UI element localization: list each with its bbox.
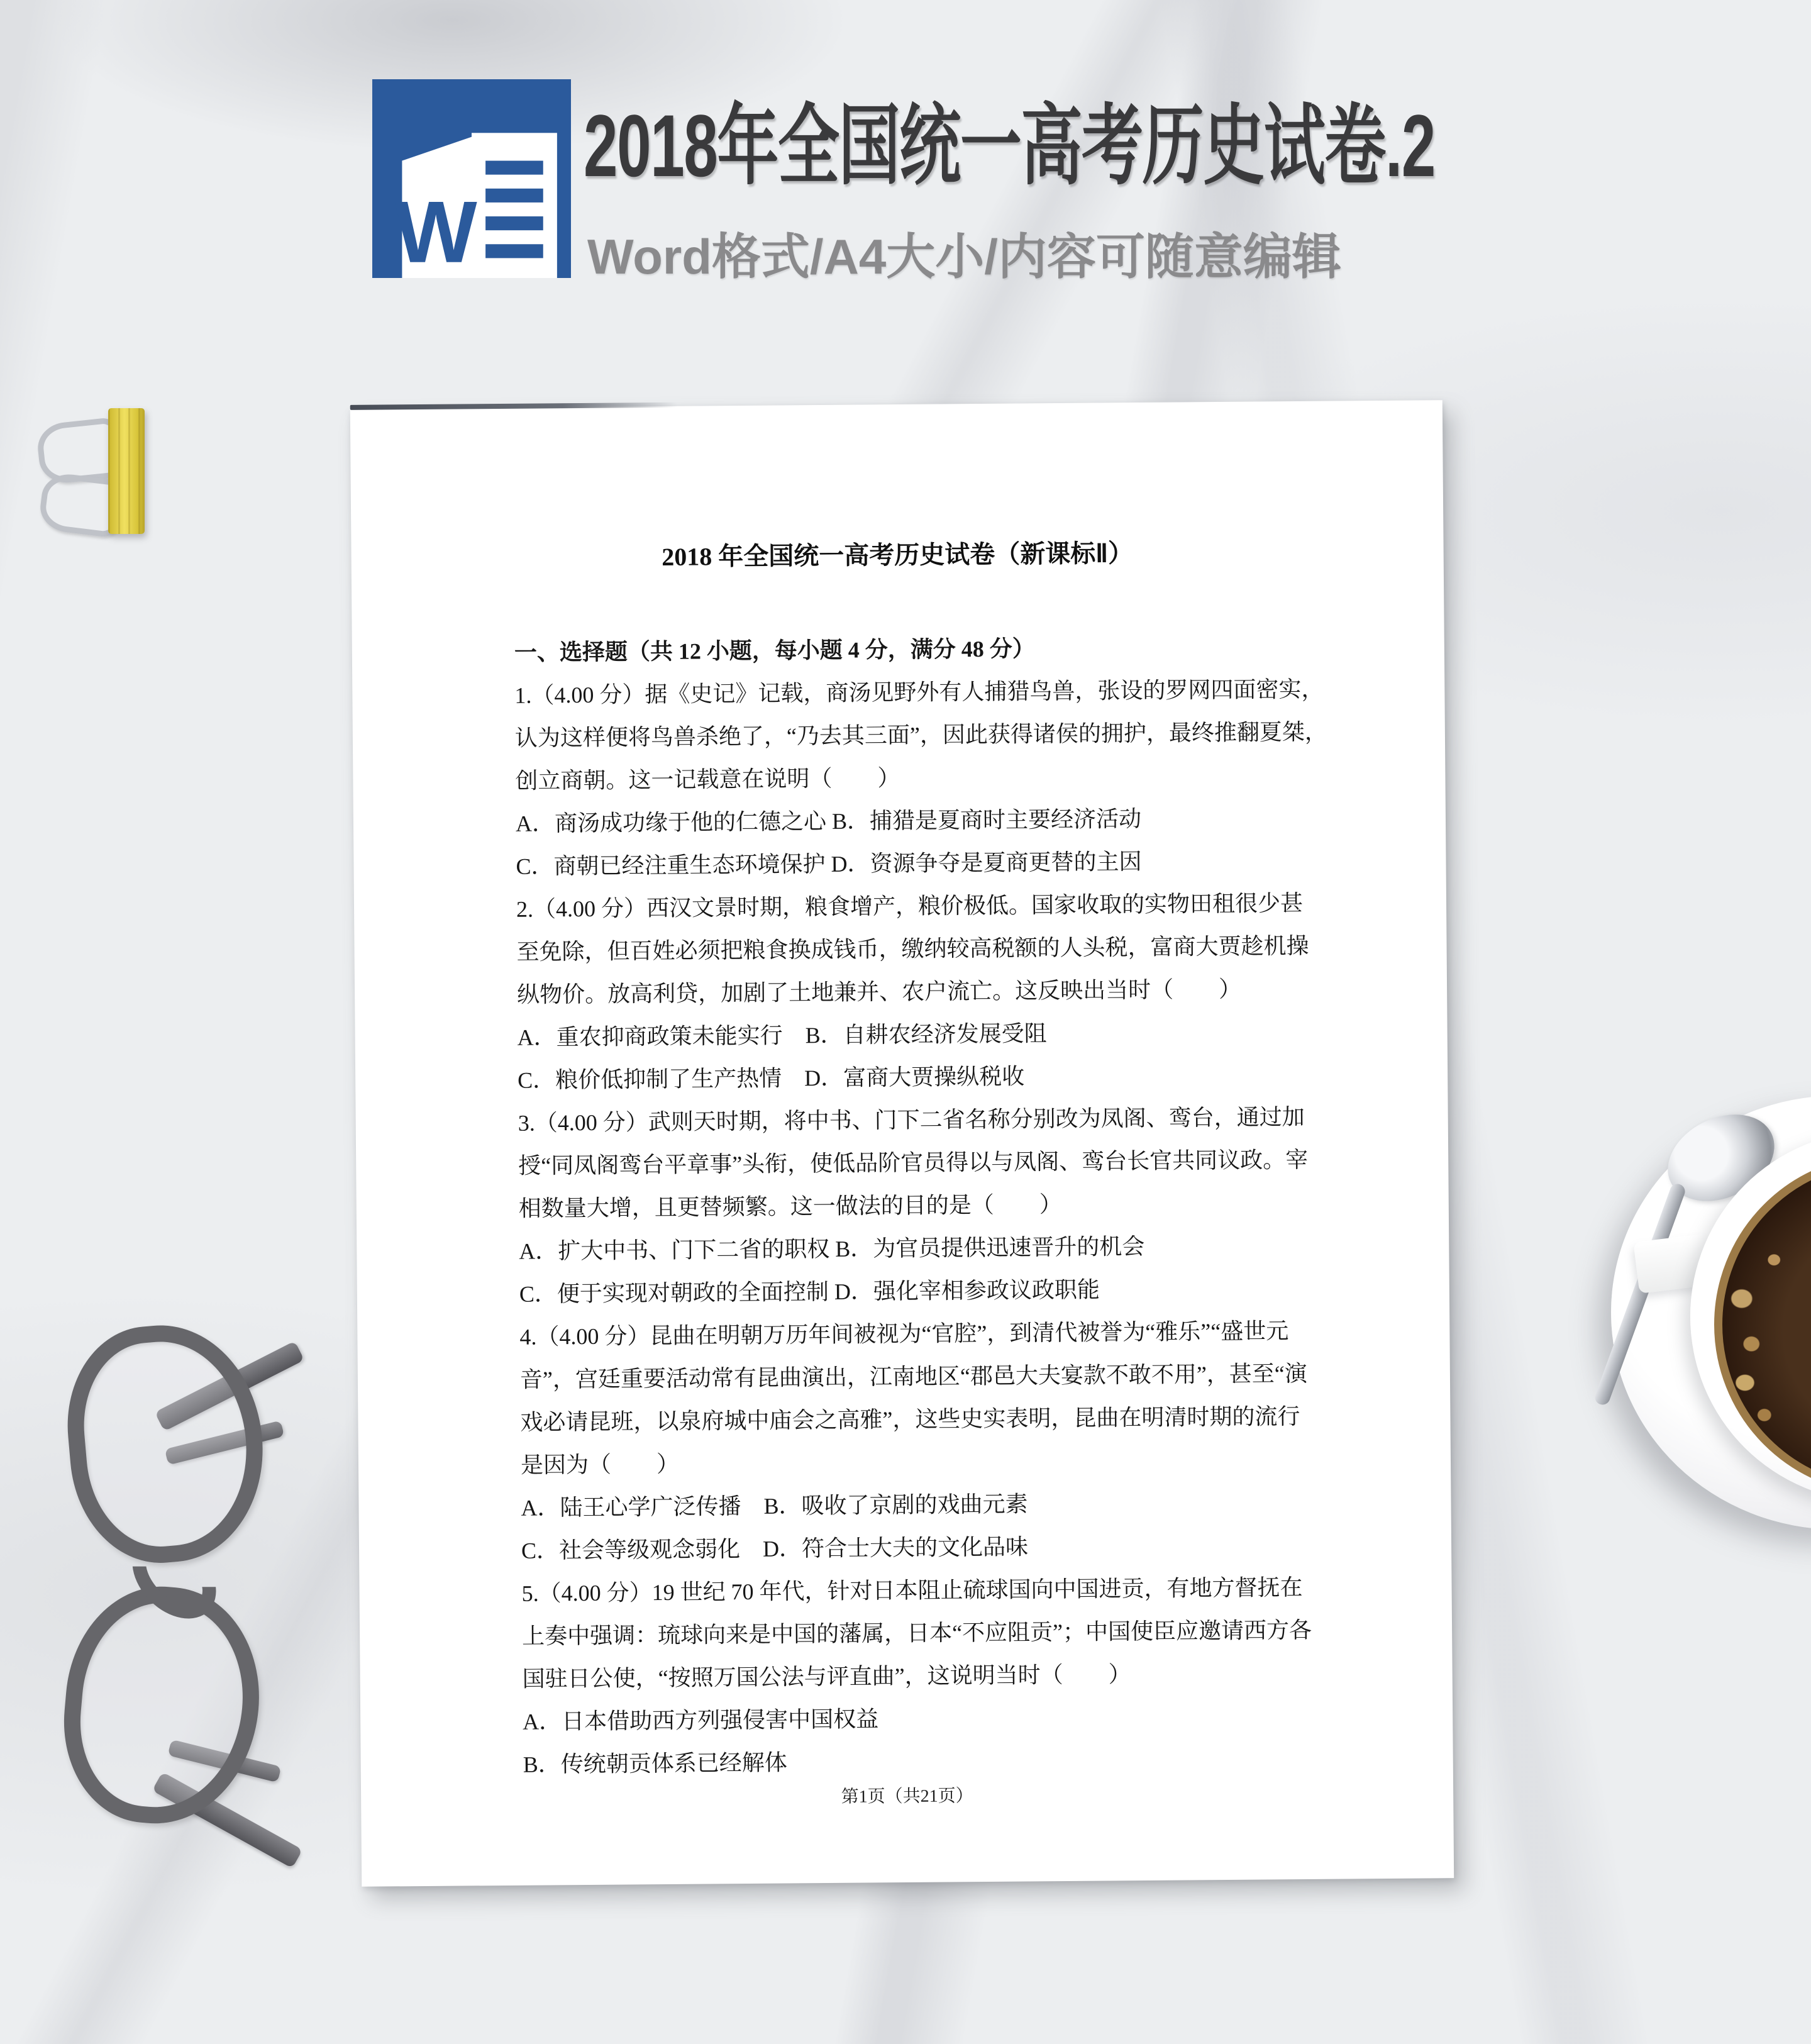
word-logo-icon [372,79,571,278]
clip-body [108,408,145,534]
doc-text-line: A．陆王心学广泛传播 B．吸收了京剧的戏曲元素 [521,1491,1028,1521]
doc-text-line: C．商朝已经注重生态环境保护 D．资源争夺是夏商更替的主因 [516,848,1142,879]
doc-text-line: 音”，宫廷重要活动常有昆曲演出，江南地区“郡邑大夫宴款不敢不用”，甚至“演 [519,1360,1307,1392]
document-page [350,400,1454,1887]
page-edge-shadow [350,403,677,410]
doc-text-line: A．扩大中书、门下二省的职权 B．为官员提供迅速晋升的机会 [519,1233,1145,1264]
doc-text-line: 4.（4.00 分）昆曲在明朝万历年间被视为“官腔”，到清代被誉为“雅乐”“盛世元 [519,1318,1289,1350]
document-body [514,625,1328,1786]
doc-text-line: C．便于实现对朝政的全面控制 D．强化宰相参政议政职能 [519,1277,1100,1307]
doc-text-line: C．社会等级观念弱化 D．符合士大夫的文化品味 [521,1534,1029,1564]
doc-text-line: 是因为（ ） [520,1451,680,1478]
binder-clip [35,406,145,541]
doc-text-line: A．日本借助西方列强侵害中国权益 [523,1706,879,1735]
doc-text-line: 一、选择题（共 12 小题，每小题 4 分，满分 48 分） [514,636,1036,665]
doc-text-line: B．传统朝贡体系已经解体 [523,1750,787,1777]
doc-text-line: 2.（4.00 分）西汉文景时期，粮食增产，粮价极低。国家收取的实物田租很少甚 [516,890,1304,922]
doc-text-line: 相数量大增，且更替频繁。这一做法的目的是（ ） [518,1192,1062,1221]
page-number-footer: 第1页（共21页） [841,1786,973,1807]
doc-text-line: 上奏中强调：琉球向来是中国的藩属，日本“不应阻贡”；中国使臣应邀请西方各 [521,1617,1312,1649]
doc-text-line: 纵物价。放高利贷，加剧了土地兼并、农户流亡。这反映出当时（ ） [516,976,1242,1008]
doc-text-line: 创立商朝。这一记载意在说明（ ） [515,765,900,794]
document-title: 2018 年全国统一高考历史试卷（新课标Ⅱ） [662,539,1134,571]
doc-text-line: C．粮价低抑制了生产热情 D．富商大贾操纵税收 [518,1064,1025,1093]
doc-text-line: 1.（4.00 分）据《史记》记载，商汤见野外有人捕猎鸟兽，张设的罗网四面密实， [514,676,1324,708]
glasses-lens [59,1317,272,1570]
doc-text-line: 戏必请昆班，以泉府城中庙会之高雅”，这些史实表明，昆曲在明清时期的流行 [520,1404,1300,1435]
doc-text-line: 授“同凤阁鸾台平章事”头衔，使低品阶官员得以与凤阁、鸾台长官共同议政。宰 [518,1147,1309,1179]
doc-text-line: 至免除，但百姓必须把粮食换成钱币，缴纳较高税额的人头税，富商大贾趁机操 [516,933,1309,965]
glasses-lens [55,1579,269,1831]
doc-text-line: A．重农抑商政策未能实行 B．自耕农经济发展受阻 [517,1021,1047,1050]
doc-text-line: 5.（4.00 分）19 世纪 70 年代，针对日本阻止硫球国向中国进贡，有地方督抚在 [521,1575,1303,1606]
eyeglasses [33,1311,297,1871]
doc-text-line: 国驻日公使，“按照万国公法与评直曲”，这说明当时（ ） [522,1662,1131,1692]
header-title: 2018年全国统一高考历史试卷.2 [584,96,1435,195]
doc-text-line: 认为这样便将鸟兽杀绝了，“乃去其三面”，因此获得诸侯的拥护，最终推翻夏桀， [514,719,1328,751]
word-logo-letter: W [394,183,477,278]
doc-text-line: A．商汤成功缘于他的仁德之心 B．捕猎是夏商时主要经济活动 [515,806,1142,836]
header-subtitle: Word格式/A4大小/内容可随意编辑 [587,229,1341,284]
doc-text-line: 3.（4.00 分）武则天时期，将中书、门下二省名称分别改为凤阁、鸾台，通过加 [518,1104,1305,1136]
